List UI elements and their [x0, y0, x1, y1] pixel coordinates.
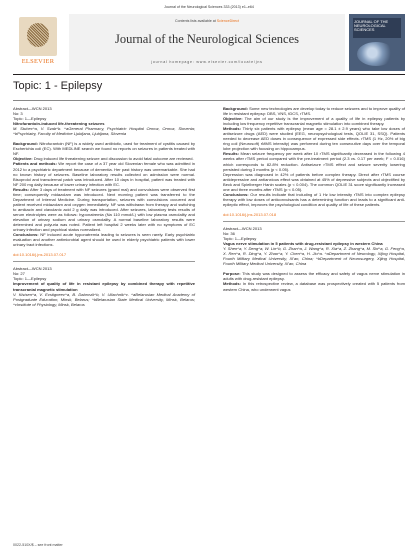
publisher-logo [13, 14, 63, 71]
available-prefix: Contents lists available at [175, 19, 217, 23]
conclusions-paragraph: Conclusions: Our results indicate that including of 1 Hz low intensity rTMS into complex epilepsy therapy with low doses of anticonvulsants has a determining function and leads to a significant anti-epileptic effect, improves the psychological condition and quality of life of these patients. [223, 191, 405, 207]
abstract-title: Vagus nerve stimulation in 5 patients with drug-resistant epilepsy in western China [223, 241, 383, 247]
abstract-code: Abstract—WCN 2013 [13, 266, 52, 272]
depression-paragraph: Depression was diagnosed in 42% of patients before complex therapy. Direct after rTMS course antidepressive and antianxious effect was obtained at 45% of depressive subjects and objectified by Beck and Spielberger Hanin scales (p < 0.004). The common QOLIE 31 score significantly increased one and three months after rTMS (p < 0.05). [223, 171, 405, 192]
abstract-topic: Topic: 1—Epilepsy [13, 116, 47, 122]
sciencedirect-link[interactable]: ScienceDirect [216, 19, 239, 23]
cover-brain-image [357, 42, 395, 66]
doi-link[interactable]: doi:10.1016/j.jns.2013.07.018 [223, 211, 277, 217]
journal-homepage[interactable]: journal homepage: www.elsevier.com/locate/jns [151, 60, 263, 64]
abstract-authors: V. Kistsen^a, V. Evstigneev^a, B. Dabrovik^b, V. Uliachnik^c. ^aBelarusian Medical Academy of Postgraduate Education, Minsk, Belarus; ^bBelarusian State Medical University, Minsk, Belarus; ^cInstitute of Physiology, Minsk, Belarus [13, 291, 195, 307]
background-paragraph: Background: Nitrofurantoin (NF) is a widely used antibiotic, used for treatment of cystitis caused by Escherichia coli (EC). With MEDLINE search we found no reports on seizures in patients treated with NF. [13, 141, 195, 157]
abstract-topic: Topic: 1—Epilepsy [223, 236, 257, 242]
results-paragraph: Results: Mean seizure frequency per week after 10 rTMS significantly decreased in the following 4 weeks after rTMS period compared with the pre-treatment period (2.3 vs. 0.17 per week; F = 0.016) which corresponds to 82.8% reduction. Antiseizure rTMS effect and seizure severity lowering persisted during 3 months (p < 0.05). [223, 151, 405, 172]
cover-title: JOURNAL OF THE NEUROLOGICAL SCIENCES [354, 19, 389, 33]
contents-available [69, 19, 345, 23]
banner-center [69, 14, 345, 71]
objective-paragraph: Objective: The aim of our study is the improvement of a quality of life in epilepsy patients by including low frequency repetitive transcranial magnetic stimulation into combined therapy. [223, 116, 405, 127]
methods-paragraph: Methods: In this retrospective review, a database was prospectively created with 5 patients from western China, who underwent vagus [223, 281, 405, 292]
results-paragraph: Results: After 3 days of treatment with NF seizures (grand mal) and convulsions were observed first time; consequently midazolam was introduced. Next morning patient was transferred to the Department of Internal Medicine. During transportation, seizures with convulsions occurred and patient received midazolam and oxygen immediately. NF was withdrawn from therapy and switching to amikacin and clavulanic acid 2 g daily was introduced. After seizures, laboratory tests results of serum electrolytes were as follows: hyponatremia (Na 110 mmol/L) with low plasma osmolality and elevation of urinary sodium and urinary osmolality. A normal baseline laboratory results were determined and polyuria was noted. Patient left hospital 2 weeks later with no symptoms of EC urinary infection and psychical status normalized. [13, 186, 195, 233]
purpose-paragraph: Purpose: This study was designed to assess the efficacy and safety of vagus nerve stimulation in adults with drug-resistant epilepsy. [223, 271, 405, 282]
background-paragraph: Background: Some new technologies are develop today to reduce seizures and to improve quality of life in resistant epilepsy: DBS, VNS, tDCS, rTMS. [223, 106, 405, 117]
publisher-name: ELSEVIER [21, 58, 55, 65]
patients-paragraph: Patients and methods: We report the case of a 37 year old Slovenian female who was admitted in 2012 to a psychiatric department because of dementia. Her past history was unremarkable. She had no known history of seizures. Baseline laboratory results collected on admission were normal. Bisoprolol and transdermal patch was introduced. After 10 days in hospital, patient was treated with NF 200 mg daily because of lower urinary infection with EC. [13, 161, 195, 187]
abstract-topic: Topic: 1—Epilepsy [13, 276, 47, 282]
section-topic-heading: Topic: 1 - Epilepsy [13, 80, 103, 92]
abstract-code: Abstract—WCN 2013 [223, 225, 262, 231]
abstract-authors: Y. Shen^a, Y. Deng^a, W. Lin^b, G. Zhan^a, J. Wang^a, R. Xia^a, Z. Zhang^a, M. Shi^a, G. Feng^a, X. Ren^a, R. Ding^a, Y. Zhao^a, Y. Chen^a, H. Jiu^a. ^aDepartment of Neurology, Xijing Hospital, Fourth Military Medical University, Xi'an, China; ^bDepartment of Neurosurgery, Xijing Hospital, Fourth Military Medical University, Xi'an, China [223, 246, 405, 267]
topic-rule [13, 100, 405, 101]
elsevier-tree-icon [19, 17, 57, 56]
abstract-number: No: 3 [13, 111, 23, 117]
abstract-title: Improvement of quality of life in resistant epilepsy by combined therapy with repetitive transcranial magnetic stimulation [13, 281, 195, 292]
abstract-number: No: 36 [223, 231, 235, 237]
abstract-number: No: 27 [13, 271, 25, 277]
journal-title: Journal of the Neurological Sciences [115, 32, 299, 46]
abstract-title: Nitrofurantoin-induced life-threatening seizures [13, 121, 105, 127]
abstract-divider [223, 217, 405, 222]
journal-banner [13, 14, 405, 71]
journal-reference: Journal of the Neurological Sciences 333 (2013) e1–e64 [164, 5, 254, 9]
abstract-authors: M. Stuhec^a, V. Svab^b. ^aGeneral Pharmacy, Psychiatric Hospital Ormoz, Ormoz, Slovenia; ^bPsychiatry, Faculty of Medicine Ljubljana, Ljubljana, Slovenia [13, 126, 195, 137]
journal-cover-image [349, 14, 405, 71]
left-column [13, 106, 195, 307]
header-rule [13, 74, 405, 75]
abstract-divider [13, 257, 195, 262]
doi-link[interactable]: doi:10.1016/j.jns.2013.07.017 [13, 252, 67, 258]
methods-paragraph: Methods: Thirty six patients with epilepsy (mean age = 28.1 ± 2.9 years) who take low doses of antiseizure drugs (AED) were studied (EEG, neuropsychological tests, QOLIE 31, SSQ). Patients needed to decrease AED doses in consequence of expressed side effects. rTMS (1 Hz, 20% of big ring coil (Neurosoft) rMMS intensity) was performed during ten consecutive days over the temporal lobe projection with focusing on hippocampus. [223, 126, 405, 152]
front-matter-footer: 0022-510X/$ – see front matter [13, 543, 63, 547]
objective-paragraph: Objective: Drug induced life threatening seizure and discussion to avoid fatal outcome are reviewed. [13, 156, 194, 162]
abstract-code: Abstract—WCN 2013 [13, 106, 52, 111]
conclusions-paragraph: Conclusions: NF induced acute hyponatremia leading to seizures is seen rarely. Early psychiatric evaluation and another antimicrobial agent should be used in elderly psychiatric patients with lower urinary tract infections. [13, 232, 195, 248]
right-column [223, 106, 405, 292]
